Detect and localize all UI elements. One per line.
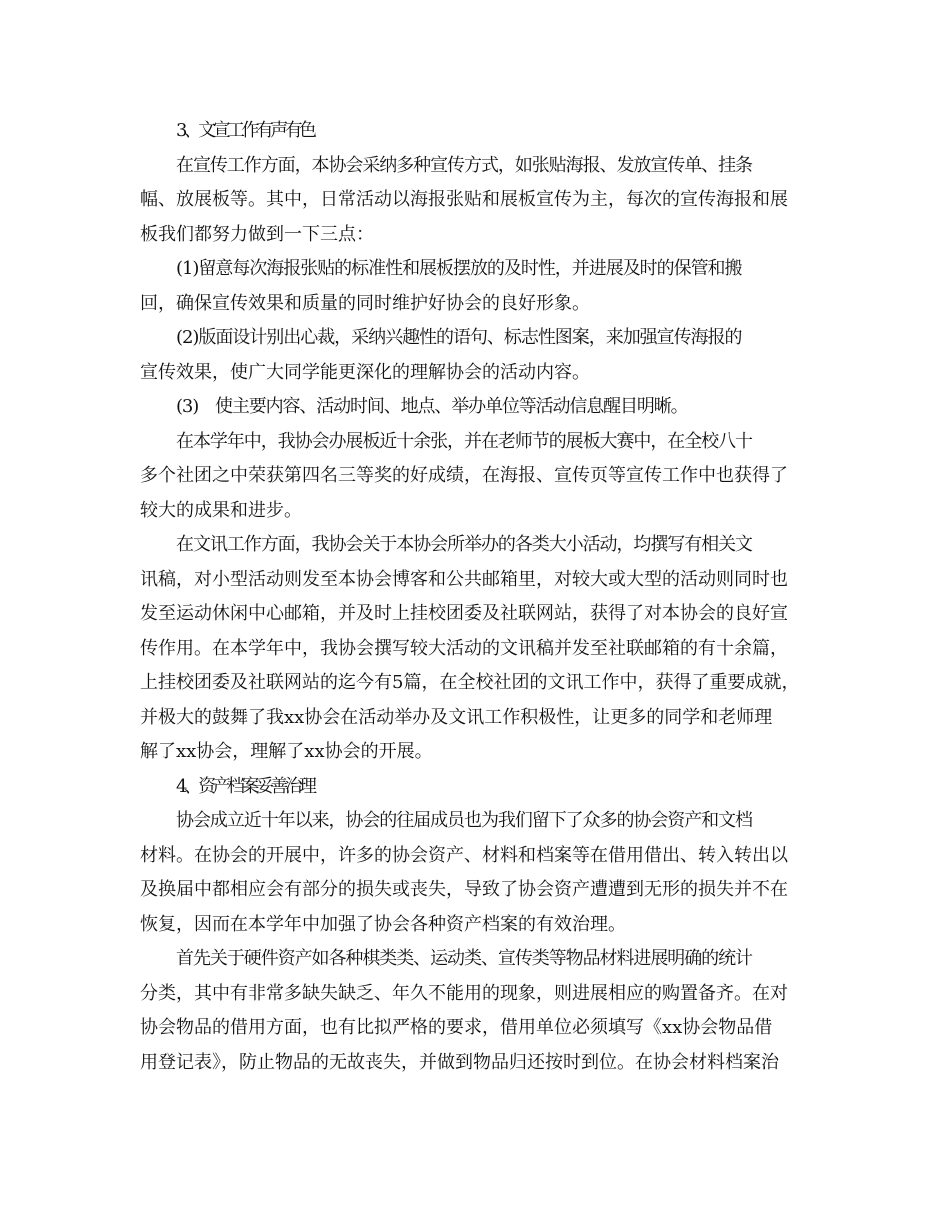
text-line: 恢复，因而在本学年中加强了协会各种资产档案的有效治理。 <box>140 913 626 935</box>
text-line: 上挂校团委及社联网站的迄今有5篇，在全校社团的文讯工作中，获得了重要成就， <box>140 672 800 693</box>
text-line: 协会成立近十年以来，协会的往届成员也为我们留下了众多的协会资产和文档 <box>176 810 752 831</box>
document-body <box>140 114 812 1080</box>
text-line: 解了xx协会，理解了xx协会的开展。 <box>140 741 433 762</box>
text-line: 在宣传工作方面，本协会采纳多种宣传方式，如张贴海报、发放宣传单、挂条 <box>176 154 752 176</box>
text-line: (3) 使主要内容、活动时间、地点、举办单位等活动信息醒目明晰。 <box>176 396 688 417</box>
text-line: 3、文宣工作有声有色 <box>176 120 314 141</box>
text-line: (1)留意每次海报张贴的标准性和展板摆放的及时性，并进展及时的保管和搬 <box>176 258 742 279</box>
text-line: 及换届中都相应会有部分的损失或丧失，导致了协会资产遭遭到无形的损失并不在 <box>140 879 788 900</box>
text-line: 较大的成果和进步。 <box>140 499 302 521</box>
text-line: 用登记表》，防止物品的无故丧失，并做到物品归还按时到位。在协会材料档案治 <box>140 1051 779 1073</box>
text-line: 在本学年中，我协会办展板近十余张，并在老师节的展板大赛中，在全校八十 <box>176 430 752 452</box>
text-line: 板我们都努力做到一下三点： <box>140 223 374 245</box>
text-line: 材料。在协会的开展中，许多的协会资产、材料和档案等在借用借出、转入转出以 <box>140 844 788 866</box>
text-line: 并极大的鼓舞了我xx协会在活动举办及文讯工作积极性，让更多的同学和老师理 <box>140 706 773 728</box>
text-line: 宣传效果，使广大同学能更深化的理解协会的活动内容。 <box>140 361 590 383</box>
text-line: 4、资产档案妥善治理 <box>176 775 314 797</box>
text-line: 分类，其中有非常多缺失缺乏、年久不能用的现象，则进展相应的购置备齐。在对 <box>140 982 788 1004</box>
text-line: (2)版面设计别出心裁，采纳兴趣性的语句、标志性图案，来加强宣传海报的 <box>176 327 742 348</box>
text-line: 发至运动休闲中心邮箱，并及时上挂校团委及社联网站，获得了对本协会的良好宣 <box>140 603 788 624</box>
text-line: 讯稿，对小型活动则发至本协会博客和公共邮箱里，对较大或大型的活动则同时也 <box>140 568 788 590</box>
text-line: 传作用。在本学年中，我协会撰写较大活动的文讯稿并发至社联邮箱的有十余篇， <box>140 637 788 659</box>
text-line: 协会物品的借用方面，也有比拟严格的要求，借用单位必须填写《xx协会物品借 <box>140 1017 773 1038</box>
text-line: 多个社团之中荣获第四名三等奖的好成绩，在海报、宣传页等宣传工作中也获得了 <box>140 465 788 486</box>
text-line: 首先关于硬件资产如各种棋类类、运动类、宣传类等物品材料进展明确的统计 <box>176 948 752 969</box>
text-line: 在文讯工作方面，我协会关于本协会所举办的各类大小活动，均撰写有相关文 <box>176 534 752 555</box>
text-line: 幅、放展板等。其中，日常活动以海报张贴和展板宣传为主，每次的宣传海报和展 <box>140 189 788 210</box>
text-line: 回，确保宣传效果和质量的同时维护好协会的良好形象。 <box>140 292 590 314</box>
